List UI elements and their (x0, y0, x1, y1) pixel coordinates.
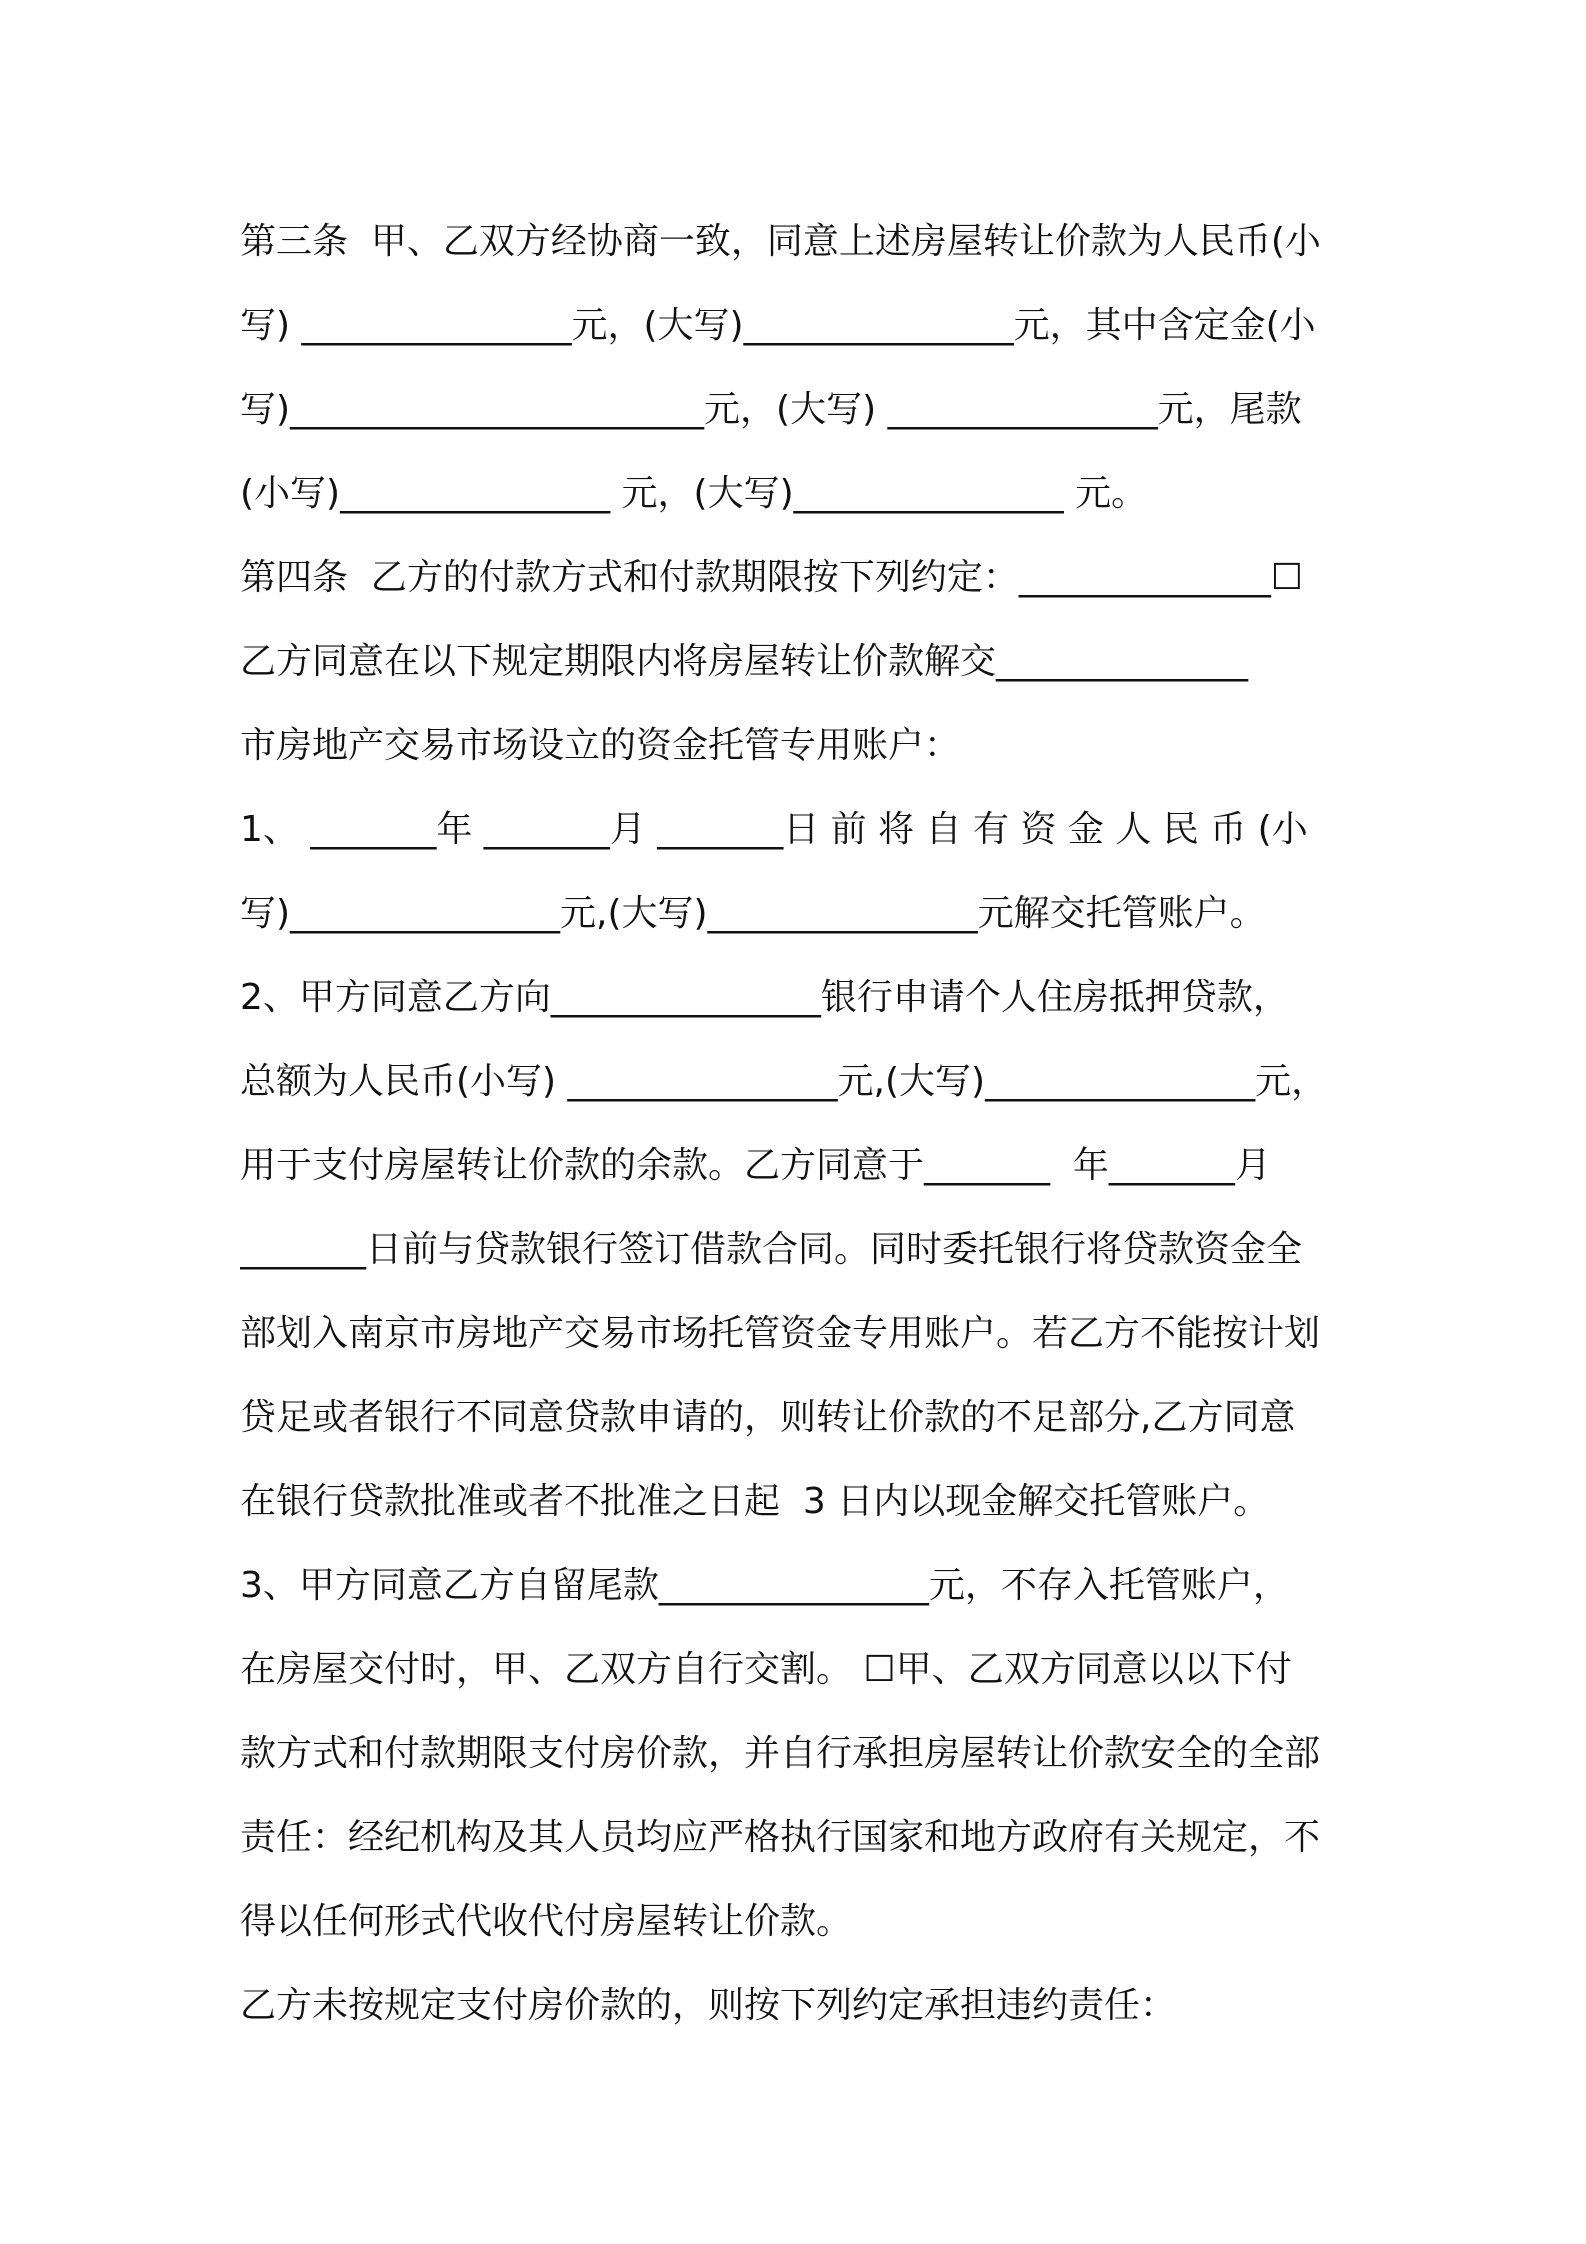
clause-2-line-2: 总额为人民币(小写) _______________元,(大写)_______________元， (240, 1061, 1328, 1102)
clause-2-line-3: 用于支付房屋转让价款的余款。乙方同意于_______ 年_______月 (240, 1145, 1271, 1186)
clause-3-line-2: 在房屋交付时，甲、乙双方自行交割。 ☐甲、乙双方同意以以下付 (240, 1649, 1292, 1690)
clause-3-line-1: 3、甲方同意乙方自留尾款_______________元，不存入托管账户， (240, 1565, 1289, 1606)
article-3-line-1: 第三条 甲、乙双方经协商一致，同意上述房屋转让价款为人民币(小 (240, 221, 1321, 262)
clause-2-line-5: 部划入南京市房地产交易市场托管资金专用账户。若乙方不能按计划 (240, 1313, 1321, 1354)
article-3-line-3: 写)_______________________元，(大写) _______________元，尾款 (240, 389, 1302, 430)
clause-1-line-2: 写)_______________元,(大写)_______________元解交托管账户。 (240, 893, 1266, 934)
article-3-line-2: 写) _______________元，(大写)_______________元，其中含定金(小 (240, 305, 1316, 346)
clause-2-line-7: 在银行贷款批准或者不批准之日起 3 日内以现金解交托管账户。 (240, 1481, 1270, 1522)
escrow-line-1: 乙方同意在以下规定期限内将房屋转让价款解交______________ (240, 641, 1249, 682)
clause-2-line-4: _______日前与贷款银行签订借款合同。同时委托银行将贷款资金全 (240, 1229, 1303, 1270)
self-payment-line-3: 得以任何形式代收代付房屋转让价款。 (240, 1901, 853, 1942)
article-4-heading: 第四条 乙方的付款方式和付款期限按下列约定：______________☐ (240, 557, 1304, 598)
self-payment-line-1: 款方式和付款期限支付房价款，并自行承担房屋转让价款安全的全部 (240, 1733, 1321, 1774)
escrow-line-2: 市房地产交易市场设立的资金托管专用账户： (240, 725, 961, 766)
contract-text (240, 200, 1355, 2048)
breach-liability-line: 乙方未按规定支付房价款的，则按下列约定承担违约责任： (240, 1985, 1177, 2026)
clause-2-line-6: 贷足或者银行不同意贷款申请的，则转让价款的不足部分,乙方同意 (240, 1397, 1296, 1438)
clause-1-line-1: 1、 _______年 _______月 _______日 前 将 自 有 资 金 人 民 币 (小 (240, 809, 1308, 850)
self-payment-line-2: 责任：经纪机构及其人员均应严格执行国家和地方政府有关规定，不 (240, 1817, 1321, 1858)
article-3-line-4: (小写)_______________ 元，(大写)_______________ 元。 (240, 473, 1148, 514)
clause-2-line-1: 2、甲方同意乙方向_______________银行申请个人住房抵押贷款， (240, 977, 1289, 1018)
